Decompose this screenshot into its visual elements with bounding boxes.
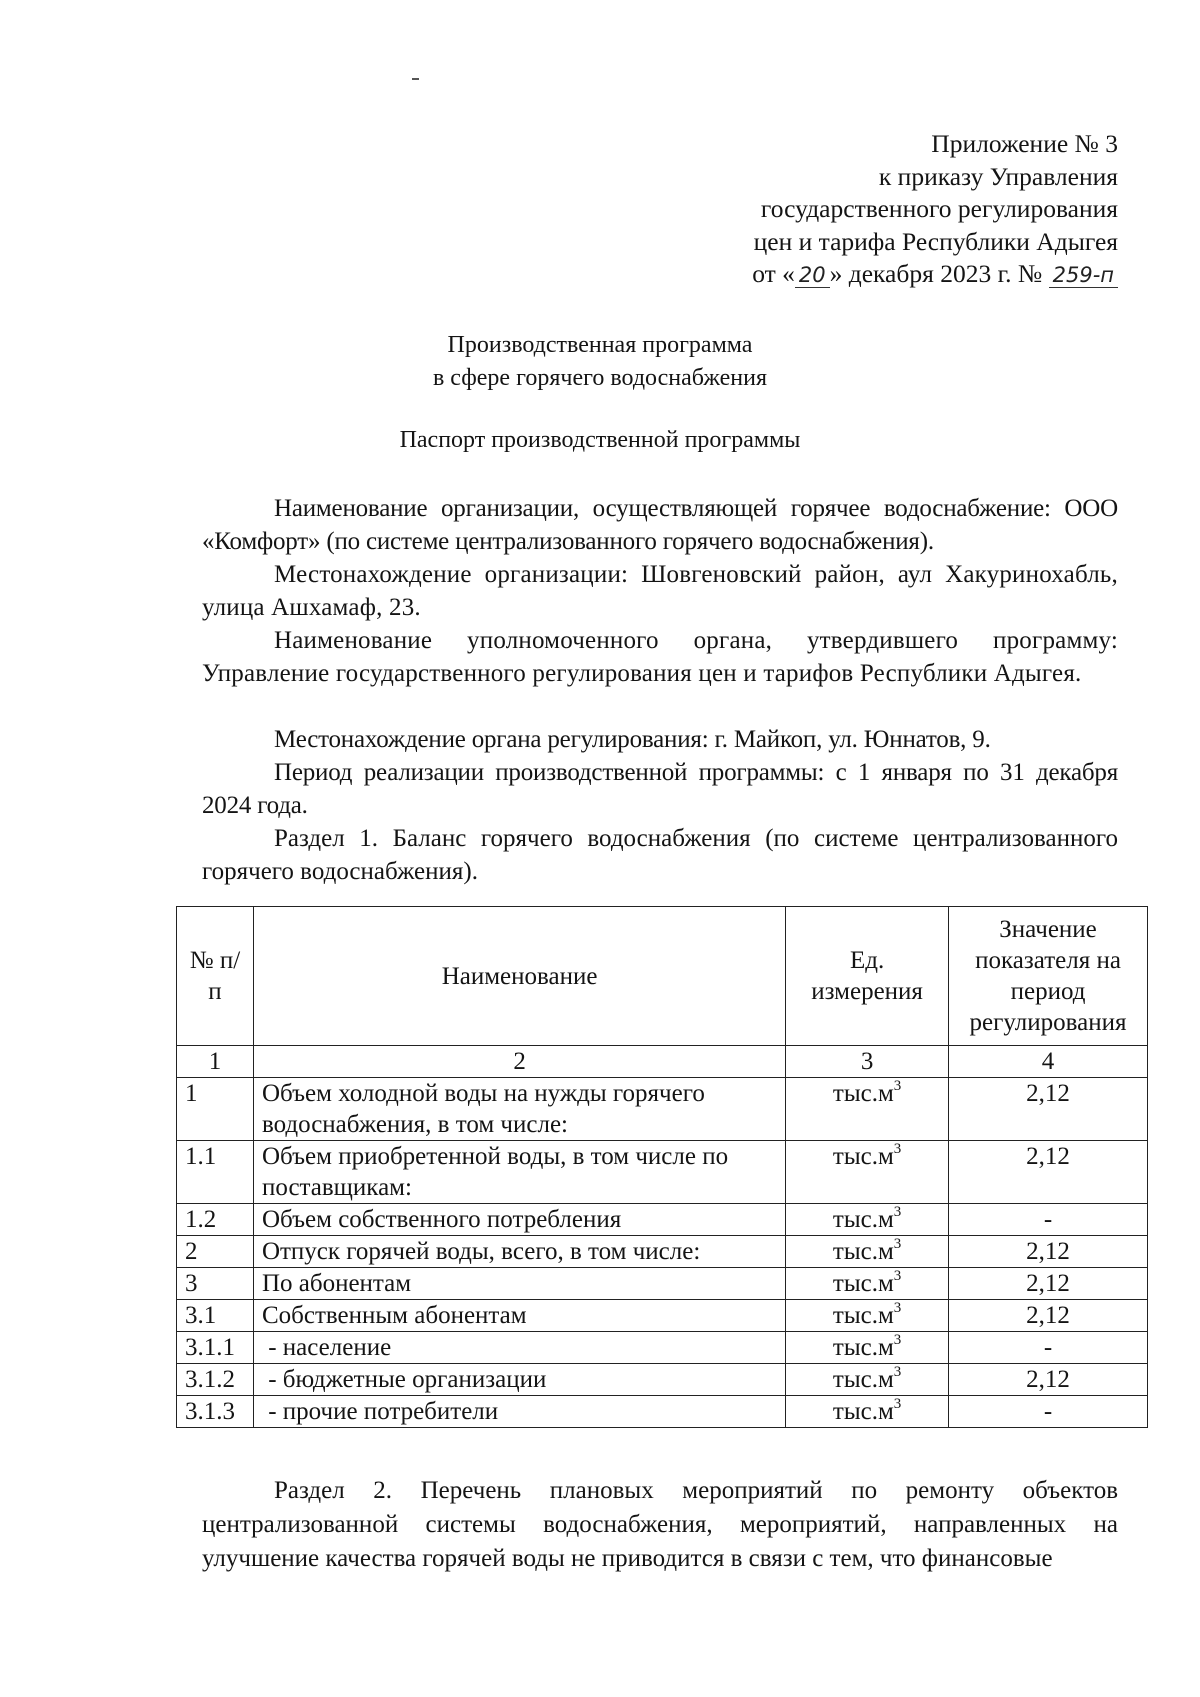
table-row [177,1396,1148,1428]
table-header-row [177,907,1148,1046]
row-unit: $тыс.м^3$ [786,1268,949,1300]
row-name: По абонентам [253,1268,785,1300]
paragraph-section2: Раздел 2. Перечень плановых мероприятий по ремонту объектов централизованной системы водоснабжения, мероприятий, направленных на улучшение качества горячей воды не приводится в связи с тем, что финансовые [202,1477,1118,1572]
annex-authority-line2: цен и тарифа Республики Адыгея [753,226,1118,256]
row-value: 2,12 [949,1300,1148,1332]
row-unit: $тыс.м^3$ [786,1396,949,1428]
table-row [177,1364,1148,1396]
row-value: 2,12 [949,1268,1148,1300]
table-row [177,1268,1148,1300]
row-name: Собственным абонентам [253,1300,785,1332]
balance-table [176,906,1148,1428]
header-value: Значение показателя на период регулирования [949,907,1148,1046]
paragraph-org-name: Наименование организации, осуществляющей горячее водоснабжение: ООО «Комфорт» (по системе централизованного горячего водоснабжения). [202,495,1118,555]
row-name: Отпуск горячей воды, всего, в том числе: [253,1236,785,1268]
row-name: Объем холодной воды на нужды горячего водоснабжения, в том числе: [253,1078,785,1141]
scan-mark [412,78,419,80]
annex-title: Приложение № 3 [931,129,1118,158]
table-row [177,1332,1148,1364]
annex-order-ref: к приказу Управления [878,161,1118,191]
row-num: 3.1.3 [177,1396,254,1428]
row-unit: $тыс.м^3$ [786,1364,949,1396]
row-name: - население [253,1332,785,1364]
row-num: 2 [177,1236,254,1268]
paragraph-org-location: Местонахождение организации: Шовгеновский район, аул Хакуринохабль, улица Ашхамаф, 23. [202,561,1118,621]
row-num: 1.1 [177,1141,254,1204]
handwritten-order-number: 259-п [1049,263,1118,288]
row-value: 2,12 [949,1364,1148,1396]
row-num: 1.2 [177,1204,254,1236]
row-value: 2,12 [949,1236,1148,1268]
paragraph-authority: Наименование уполномоченного органа, утвердившего программу: Управление государственного регулирования цен и тарифов Республики Адыгея. [202,627,1118,687]
row-unit: $тыс.м^3$ [786,1236,949,1268]
row-value: - [949,1204,1148,1236]
table-row [177,1300,1148,1332]
header-name: Наименование [253,907,785,1046]
row-unit: $тыс.м^3$ [786,1078,949,1141]
table-row [177,1204,1148,1236]
program-title-line2: в сфере горячего водоснабжения [432,365,768,391]
paragraph-authority-location: Местонахождение органа регулирования: г. Майкоп, ул. Юннатов, 9. [274,726,991,753]
table-row [177,1236,1148,1268]
date-prefix: от « [752,259,795,288]
row-num: 3.1.2 [177,1364,254,1396]
annex-authority-line1: государственного регулирования [760,194,1118,223]
table-column-numbers-row [177,1046,1148,1078]
col-number: 4 [949,1046,1148,1078]
paragraph-period: Период реализации производственной программы: с 1 января по 31 декабря 2024 года. [202,759,1118,819]
row-name: Объем собственного потребления [253,1204,785,1236]
row-name: Объем приобретенной воды, в том числе по поставщикам: [253,1141,785,1204]
row-value: - [949,1332,1148,1364]
annex-date-line [752,258,1118,291]
col-number: 2 [253,1046,785,1078]
table-row [177,1141,1148,1204]
date-middle: » декабря 2023 г. № [829,259,1043,288]
program-title [0,329,1200,395]
header-unit: Ед. измерения [786,907,949,1046]
row-value: 2,12 [949,1141,1148,1204]
paragraph-section1: Раздел 1. Баланс горячего водоснабжения (по системе централизованного горячего водоснабжения). [202,825,1118,885]
row-unit: $тыс.м^3$ [786,1332,949,1364]
row-unit: $тыс.м^3$ [786,1204,949,1236]
passport-title: Паспорт производственной программы [399,427,801,453]
row-num: 3.1.1 [177,1332,254,1364]
table-row [177,1078,1148,1141]
row-num: 3 [177,1268,254,1300]
row-name: - прочие потребители [253,1396,785,1428]
annex-header [752,128,1118,291]
row-unit: $тыс.м^3$ [786,1300,949,1332]
row-value: - [949,1396,1148,1428]
row-num: 1 [177,1078,254,1141]
row-name: - бюджетные организации [253,1364,785,1396]
header-num: № п/п [177,907,254,1046]
col-number: 3 [786,1046,949,1078]
col-number: 1 [177,1046,254,1078]
handwritten-day: 20 [795,263,830,288]
row-num: 3.1 [177,1300,254,1332]
row-unit: $тыс.м^3$ [786,1141,949,1204]
row-value: 2,12 [949,1078,1148,1141]
program-title-line1: Производственная программа [447,332,753,358]
